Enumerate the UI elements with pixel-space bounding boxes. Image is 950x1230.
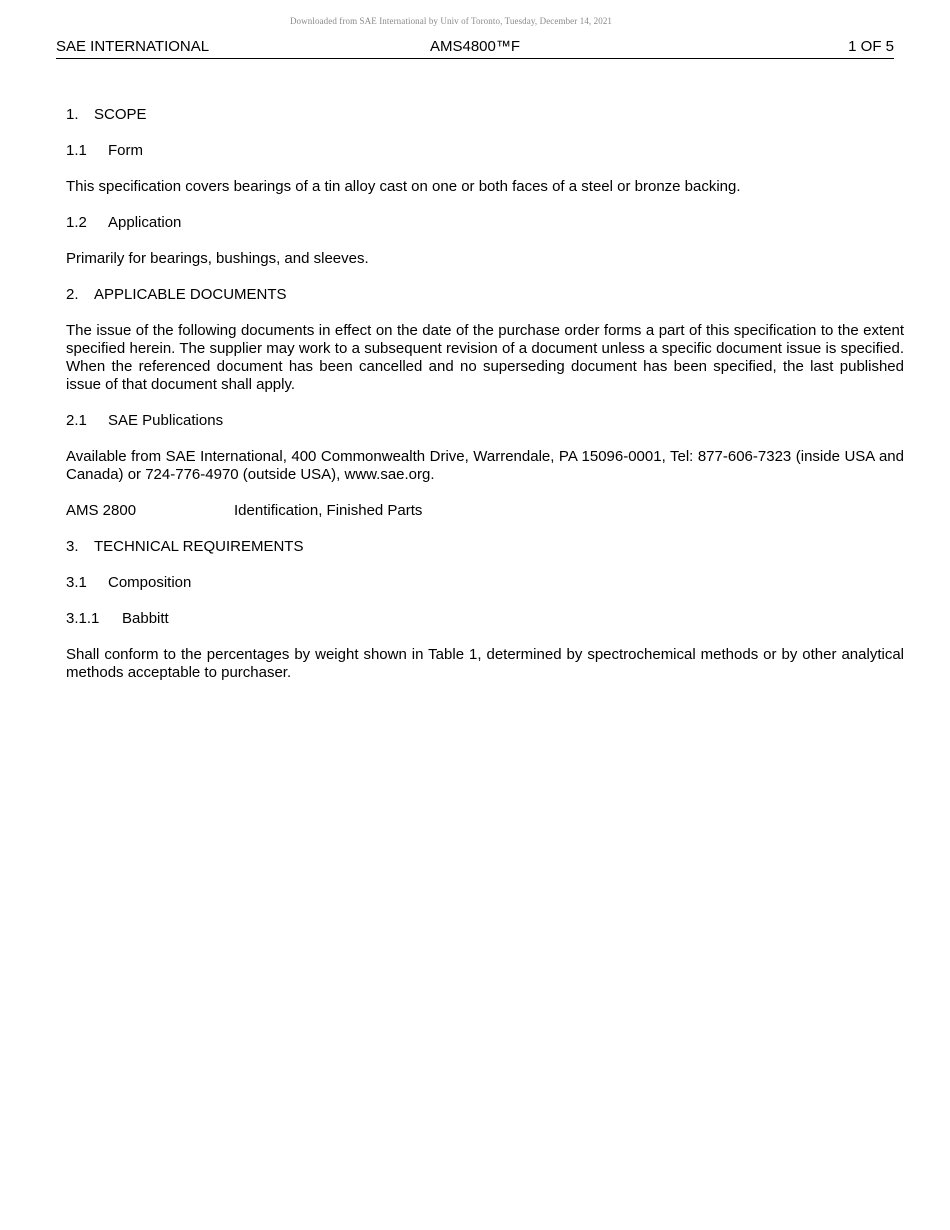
section-title: Form — [108, 142, 143, 159]
download-watermark: Downloaded from SAE International by Univ of Toronto, Tuesday, December 14, 2021 — [289, 16, 613, 26]
section-number: 2.1 — [66, 412, 87, 429]
section-heading-sae-publications — [66, 412, 904, 430]
sae-publications-paragraph: Available from SAE International, 400 Commonwealth Drive, Warrendale, PA 15096-0001, Tel: 877-606-7323 (inside USA and Canada) or 724-776-4970 (outside USA), www.sae.org. — [66, 448, 904, 483]
section-number: 1. — [66, 106, 79, 123]
section-number: 3.1.1 — [66, 610, 100, 627]
reference-title: Identification, Finished Parts — [234, 502, 423, 519]
section-number: 1.1 — [66, 142, 87, 159]
section-title: SAE Publications — [108, 412, 224, 429]
section-title: TECHNICAL REQUIREMENTS — [94, 538, 304, 555]
section-title: Babbitt — [122, 610, 169, 627]
reference-code: AMS 2800 — [66, 502, 137, 519]
babbitt-paragraph: Shall conform to the percentages by weight shown in Table 1, determined by spectrochemical methods or by other analytical methods acceptable to purchaser. — [66, 646, 904, 681]
page-indicator: 1 OF 5 — [848, 38, 894, 55]
section-title: Composition — [108, 574, 192, 591]
form-paragraph: This specification covers bearings of a tin alloy cast on one or both faces of a steel or bronze backing. — [66, 178, 741, 195]
reference-document-row — [66, 502, 904, 520]
publisher-name: SAE INTERNATIONAL — [56, 38, 210, 55]
section-heading-composition — [66, 574, 904, 592]
section-heading-form — [66, 142, 904, 160]
section-heading-babbitt — [66, 610, 904, 628]
section-heading-applicable-documents — [66, 286, 904, 304]
section-heading-technical-requirements — [66, 538, 904, 556]
section-title: APPLICABLE DOCUMENTS — [94, 286, 287, 303]
section-title: SCOPE — [94, 106, 147, 123]
document-body — [66, 106, 904, 700]
applicable-documents-paragraph: The issue of the following documents in effect on the date of the purchase order forms a part of this specification to the extent specified herein. The supplier may work to a subsequent revision of a document unless a specific document issue is specified. When the referenced document has been cancelled and no superseding document has been specified, the last published issue of that document shall apply. — [66, 322, 904, 393]
section-heading-application — [66, 214, 904, 232]
section-number: 3.1 — [66, 574, 87, 591]
document-number: AMS4800™F — [429, 38, 521, 55]
application-paragraph: Primarily for bearings, bushings, and sleeves. — [66, 250, 369, 267]
section-title: Application — [108, 214, 182, 231]
section-number: 2. — [66, 286, 79, 303]
section-heading-scope — [66, 106, 904, 124]
page-header — [56, 38, 894, 59]
section-number: 3. — [66, 538, 79, 555]
section-number: 1.2 — [66, 214, 87, 231]
